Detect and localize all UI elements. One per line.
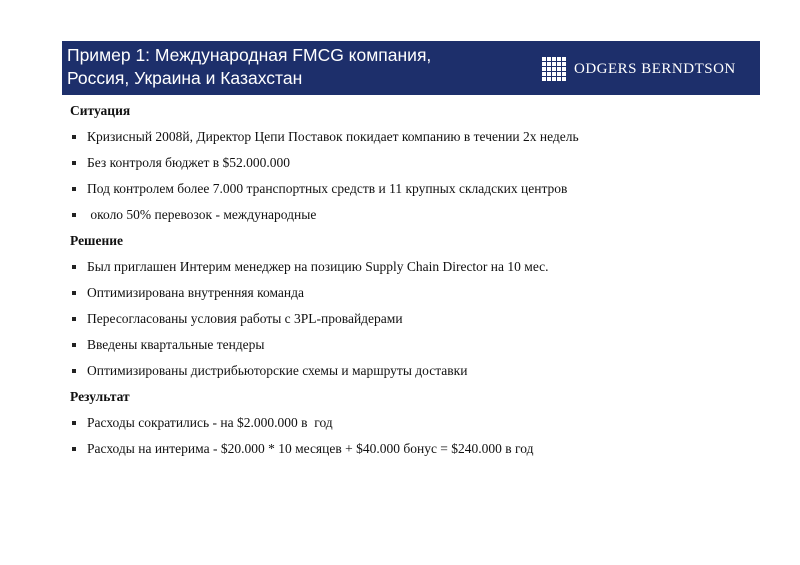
- section-heading-result: Результат: [70, 389, 130, 404]
- slide-title-line-1: Пример 1: Международная FMCG компания,: [67, 45, 432, 65]
- list-item-text: Введены квартальные тендеры: [87, 337, 265, 352]
- bullet-icon: [72, 161, 76, 165]
- header-banner: [62, 41, 760, 95]
- list-item-text: Расходы на интерима - $20.000 * 10 месяцев + $40.000 бонус = $240.000 в год: [87, 441, 534, 456]
- section-heading-solution: Решение: [70, 233, 123, 248]
- list-item-text: около 50% перевозок - международные: [87, 207, 317, 222]
- bullet-icon: [72, 265, 76, 269]
- list-item: [70, 176, 770, 202]
- list-item: [70, 150, 770, 176]
- bullet-icon: [72, 135, 76, 139]
- list-item: [70, 306, 770, 332]
- bullet-icon: [72, 213, 76, 217]
- list-item-text: Под контролем более 7.000 транспортных средств и 11 крупных складских центров: [87, 181, 568, 196]
- slide-title-line-2: Россия, Украина и Казахстан: [67, 68, 303, 88]
- list-item: [70, 436, 770, 462]
- list-item-text: Оптимизированы дистрибьюторские схемы и маршруты доставки: [87, 363, 468, 378]
- logo-grid-icon: [542, 57, 566, 81]
- bullet-icon: [72, 369, 76, 373]
- list-item-text: Был приглашен Интерим менеджер на позицию Supply Chain Director на 10 мес.: [87, 259, 549, 274]
- bullet-icon: [72, 343, 76, 347]
- list-item: [70, 410, 770, 436]
- section-heading-situation: Ситуация: [70, 103, 131, 118]
- bullet-icon: [72, 291, 76, 295]
- slide-body: [70, 98, 770, 462]
- list-item: [70, 358, 770, 384]
- list-item-text: Кризисный 2008й, Директор Цепи Поставок покидает компанию в течении 2х недель: [87, 129, 579, 144]
- list-item: [70, 332, 770, 358]
- bullet-icon: [72, 421, 76, 425]
- list-item-text: Оптимизирована внутренняя команда: [87, 285, 304, 300]
- bullet-icon: [72, 447, 76, 451]
- list-item-text: Без контроля бюджет в $52.000.000: [87, 155, 290, 170]
- list-item: [70, 202, 770, 228]
- slide-title: [67, 44, 431, 90]
- company-logo: [542, 55, 736, 83]
- list-item: [70, 254, 770, 280]
- bullet-icon: [72, 317, 76, 321]
- logo-text: ODGERS BERNDTSON: [574, 60, 736, 77]
- bullet-icon: [72, 187, 76, 191]
- list-item: [70, 124, 770, 150]
- list-item-text: Расходы сократились - на $2.000.000 в год: [87, 415, 333, 430]
- list-item-text: Пересогласованы условия работы с 3PL-провайдерами: [87, 311, 403, 326]
- list-item: [70, 280, 770, 306]
